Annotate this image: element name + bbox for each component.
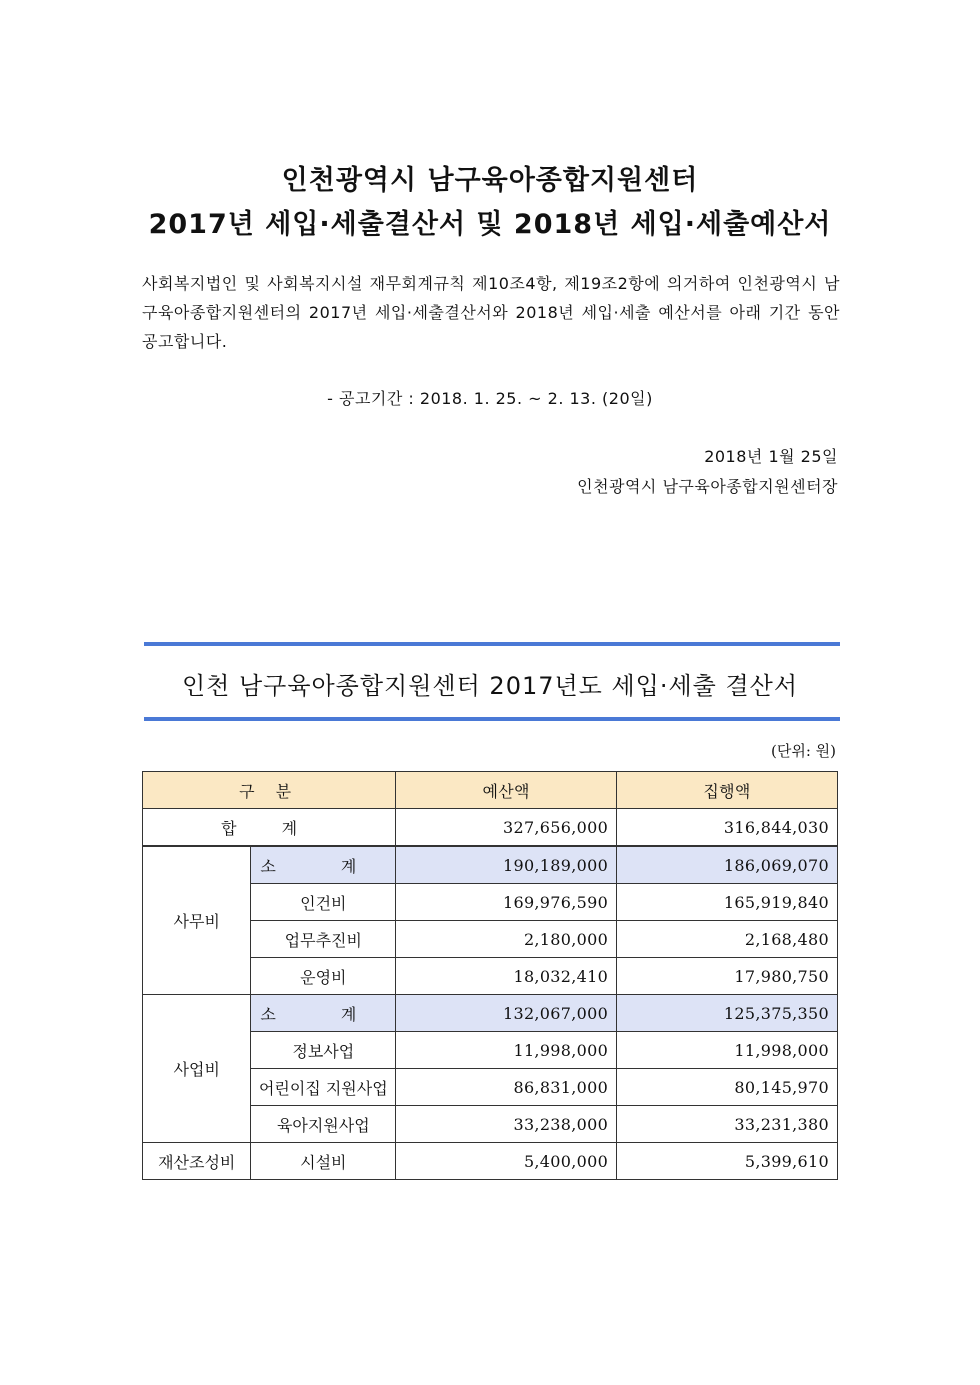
row-label: 시설비 [251,1143,396,1180]
row-executed: 33,231,380 [617,1106,838,1143]
intro-paragraph: 사회복지법인 및 사회복지시설 재무회계규칙 제10조4항, 제19조2항에 의거하여 인천광역시 남구육아종합지원센터의 2017년 세입·세출결산서와 2018년 세입·세출 예산서를 아래 기간 동안 공고합니다. [142,274,840,351]
row-budget: 132,067,000 [396,995,617,1032]
row-budget: 18,032,410 [396,958,617,995]
row-executed: 125,375,350 [617,995,838,1032]
total-budget: 327,656,000 [396,809,617,847]
table-row [143,846,838,884]
row-executed: 186,069,070 [617,846,838,884]
row-label: 어린이집 지원사업 [251,1069,396,1106]
row-budget: 190,189,000 [396,846,617,884]
row-executed: 11,998,000 [617,1032,838,1069]
signature-date: 2018년 1월 25일 [704,447,838,466]
table-header-row [143,772,838,809]
row-label: 인건비 [251,884,396,921]
table-title-rule-bottom [144,717,840,721]
row-label: 소 계 [251,995,396,1032]
total-executed: 316,844,030 [617,809,838,847]
total-label: 합 계 [143,809,396,847]
notice-period: - 공고기간 : 2018. 1. 25. ~ 2. 13. (20일) [327,389,653,408]
row-budget: 86,831,000 [396,1069,617,1106]
row-executed: 2,168,480 [617,921,838,958]
signature-name: 인천광역시 남구육아종합지원센터장 [577,477,838,496]
row-label: 정보사업 [251,1032,396,1069]
row-budget: 33,238,000 [396,1106,617,1143]
row-label: 업무추진비 [251,921,396,958]
group-office-expense: 사무비 [143,846,251,995]
notice-title-line1: 인천광역시 남구육아종합지원센터 [281,165,699,196]
table-row [143,1143,838,1180]
row-executed: 5,399,610 [617,1143,838,1180]
header-executed: 집행액 [617,772,838,809]
settlement-table [142,771,838,1180]
notice-title-line2: 2017년 세입·세출결산서 및 2018년 세입·세출예산서 [148,209,832,240]
row-executed: 80,145,970 [617,1069,838,1106]
row-label: 소 계 [251,846,396,884]
row-label: 운영비 [251,958,396,995]
row-budget: 5,400,000 [396,1143,617,1180]
row-executed: 165,919,840 [617,884,838,921]
row-executed: 17,980,750 [617,958,838,995]
header-category: 구 분 [143,772,396,809]
row-budget: 2,180,000 [396,921,617,958]
unit-label: (단위: 원) [771,742,836,760]
row-budget: 169,976,590 [396,884,617,921]
table-row [143,995,838,1032]
row-budget: 11,998,000 [396,1032,617,1069]
header-budget: 예산액 [396,772,617,809]
total-row [143,809,838,847]
table-title-rule-top [144,642,840,646]
group-program-expense: 사업비 [143,995,251,1143]
row-label: 육아지원사업 [251,1106,396,1143]
group-property-expense: 재산조성비 [143,1143,251,1180]
table-title: 인천 남구육아종합지원센터 2017년도 세입·세출 결산서 [181,672,799,700]
